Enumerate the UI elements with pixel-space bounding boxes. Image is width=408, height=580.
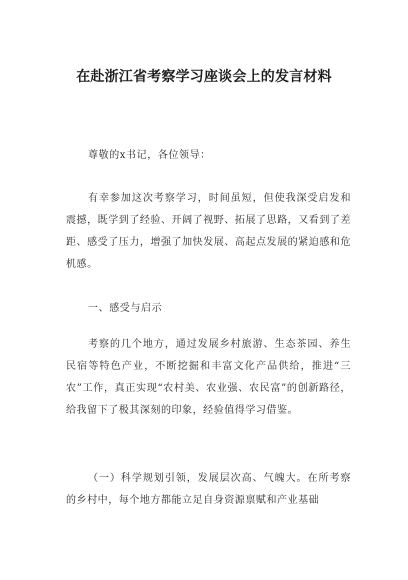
paragraph-planning: （一）科学规划引领，发展层次高、气魄大。在所考察的乡村中，每个地方都能立足自身资源禀赋和产业基础 bbox=[66, 473, 351, 506]
section-heading: 一、感受与启示 bbox=[88, 303, 163, 314]
paragraph-intro: 有幸参加这次考察学习，时间虽短，但使我深受启发和震撼，既学到了经验、开阔了视野、拓展了思路，又看到了差距、感受了压力，增强了加快发展、高起点发展的紧迫感和危机感。 bbox=[66, 193, 351, 270]
salutation: 尊敬的x书记，各位领导： bbox=[88, 150, 211, 161]
paragraph-impressions: 考察的几个地方，通过发展乡村旅游、生态茶园、养生民宿等特色产业，不断挖掘和丰富文化产品供给，推进“三农”工作，真正实现“农村美、农业强、农民富”的创新路径，给我留下了极其深刻的印象，经验值得学习借鉴。 bbox=[66, 339, 351, 416]
document-title: 在赴浙江省考察学习座谈会上的发言材料 bbox=[76, 69, 332, 85]
